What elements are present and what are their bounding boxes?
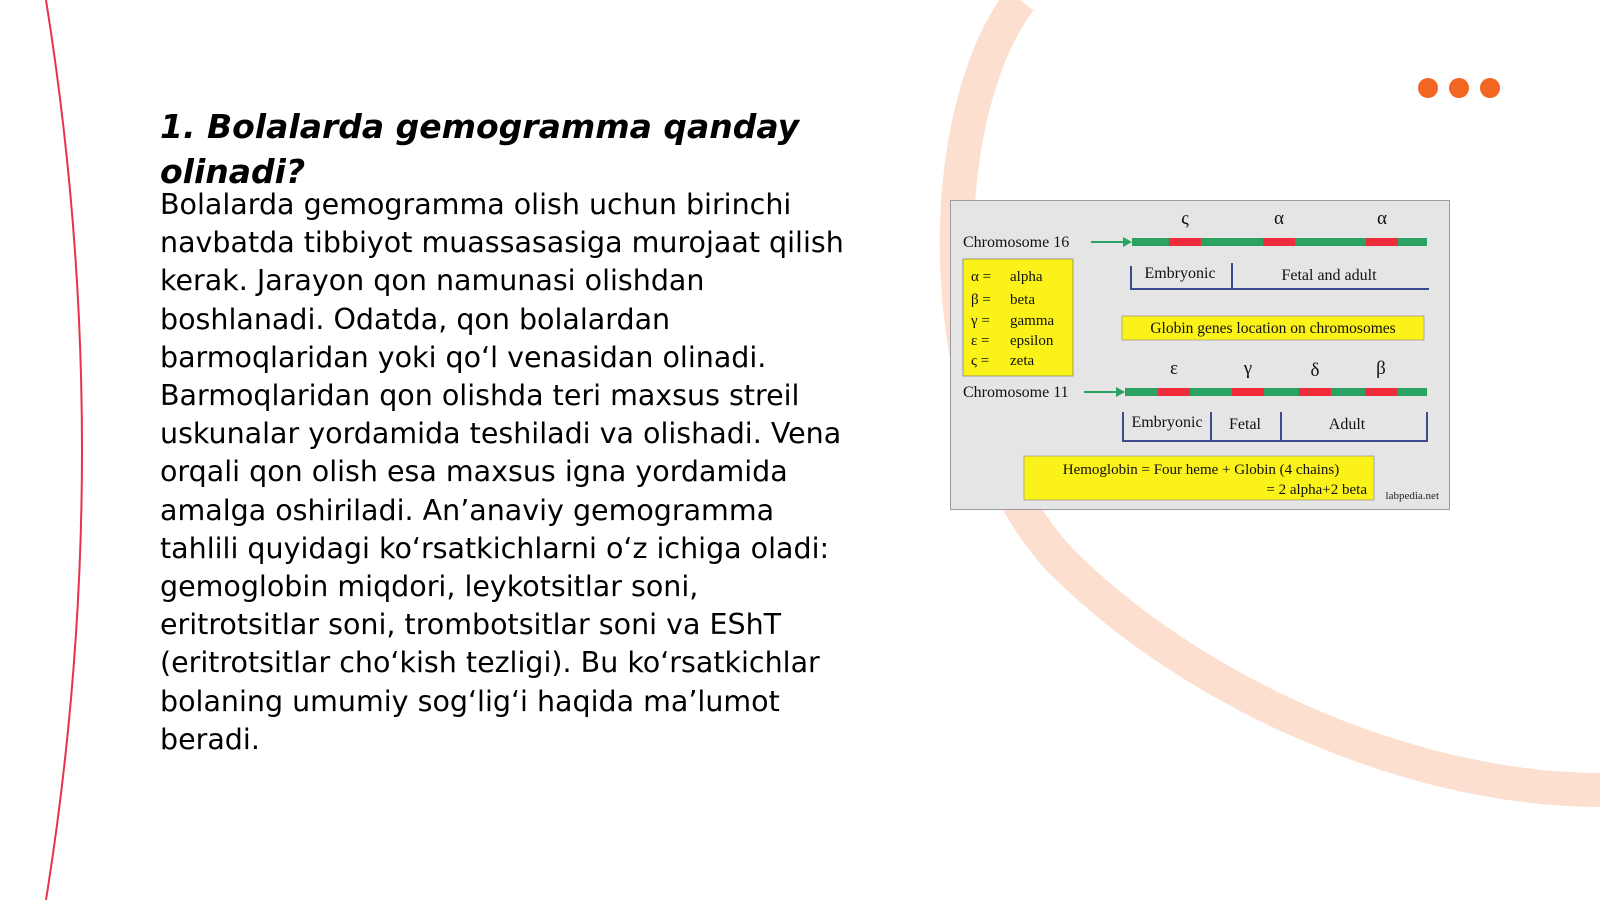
dot-2 <box>1449 78 1469 98</box>
decorative-dots <box>1418 78 1500 98</box>
dot-1 <box>1418 78 1438 98</box>
chr16-gene-mark <box>1366 238 1398 246</box>
legend-symbol: γ = <box>971 313 990 329</box>
legend-symbol: β = <box>971 292 991 308</box>
chr11-stage-adult: Adult <box>1328 416 1366 433</box>
figure-credit: labpedia.net <box>1385 490 1439 502</box>
chr11-stage-fetal: Fetal <box>1229 416 1261 433</box>
legend-name: alpha <box>1010 269 1043 285</box>
chr16-gene-zeta: ς <box>1181 208 1189 229</box>
chr16-gene-mark <box>1169 238 1201 246</box>
chr11-gene-beta: β <box>1376 358 1386 379</box>
chr11-gene-mark <box>1365 388 1397 396</box>
slide-body-text: Bolalarda gemogramma olish uchun birinchi navbatda tibbiyot muassasasiga murojaat qilish kerak. Jarayon qon namunasi olishdan boshlanadi. Odatda, qon bolalardan barmoqlaridan yoki qo‘l venasidan olinadi. Barmoqlaridan qon olishda teri maxsus streil uskunalar yordamida teshiladi va olishadi. Vena orqali qon olish esa maxsus igna yordamida amalga oshiriladi. An’anaviy gemogramma tahlili quyidagi ko‘rsatkichlarni o‘z ichiga oladi: gemoglobin miqdori, leykotsitlar soni, eritrotsitlar soni, trombotsitlar soni va EShT (eritrotsitlar cho‘kish tezligi). Bu ko‘rsatkichlar bolaning umumiy sog‘lig‘i haqida ma’lumot beradi. <box>160 188 844 756</box>
chr11-stage-embryonic: Embryonic <box>1131 414 1203 431</box>
figure-caption: Globin genes location on chromosomes <box>1150 320 1396 337</box>
chr11-gene-mark <box>1158 388 1190 396</box>
chr11-label: Chromosome 11 <box>963 384 1069 401</box>
slide-title: 1. Bolalarda gemogramma qanday olinadi? <box>160 107 800 191</box>
chr16-label: Chromosome 16 <box>963 234 1070 251</box>
chr16-stage-fetal-adult: Fetal and adult <box>1281 267 1377 284</box>
chr16-gene-alpha-2: α <box>1377 208 1387 229</box>
chr11-gene-delta: δ <box>1310 360 1320 381</box>
chr16-gene-alpha-1: α <box>1274 208 1284 229</box>
legend-symbol: ε = <box>971 333 990 349</box>
left-accent-line <box>46 0 82 900</box>
legend-name: epsilon <box>1010 333 1054 349</box>
chr11-gene-epsilon: ε <box>1170 358 1178 379</box>
hemoglobin-line-1: Hemoglobin = Four heme + Globin (4 chains) <box>1062 462 1340 478</box>
legend-symbol: ς = <box>971 353 990 369</box>
legend-name: beta <box>1010 292 1035 308</box>
chr16-stage-embryonic: Embryonic <box>1144 265 1216 282</box>
legend-name: zeta <box>1010 353 1035 369</box>
hemoglobin-line-2: = 2 alpha+2 beta <box>1266 482 1367 498</box>
chr11-gene-mark <box>1232 388 1264 396</box>
chr11-gene-mark <box>1299 388 1331 396</box>
chr11-gene-gamma: γ <box>1243 358 1253 379</box>
legend-name: gamma <box>1010 313 1055 329</box>
globin-genes-figure <box>950 200 1450 510</box>
chr16-gene-mark <box>1263 238 1295 246</box>
legend-symbol: α = <box>971 269 992 285</box>
dot-3 <box>1480 78 1500 98</box>
